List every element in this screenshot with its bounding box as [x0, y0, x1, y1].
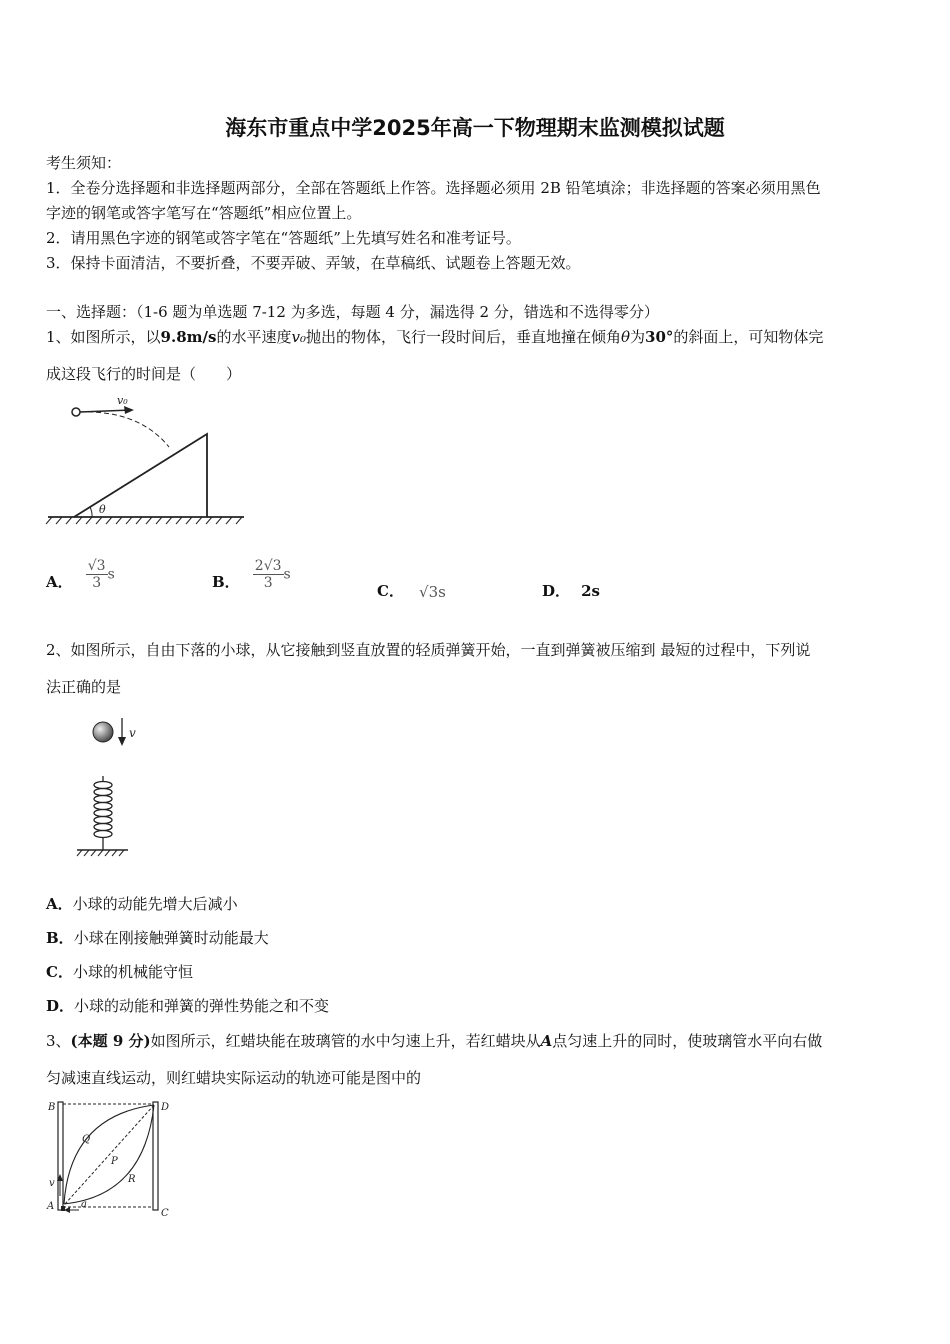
q3-trajectory-figure: [44, 1096, 184, 1226]
q1-option-b[interactable]: [212, 558, 291, 591]
notice-item: 2．请用黑色字迹的钢笔或答字笔在“答题纸”上先填写姓名和准考证号。: [46, 229, 521, 247]
notice-heading: 考生须知：: [46, 154, 122, 172]
q1-incline-figure: [44, 392, 249, 527]
q3-label-p: P: [111, 1156, 118, 1167]
fraction-numerator: √3: [87, 558, 106, 574]
q1-fig-v0-label: v₀: [117, 394, 128, 407]
option-label: D．: [46, 997, 75, 1015]
q2-spring-figure: [72, 712, 152, 862]
q1-option-c[interactable]: [377, 580, 446, 601]
unit: s: [283, 566, 291, 583]
option-label: B．: [46, 929, 74, 947]
option-text: 小球的动能和弹簧的弹性势能之和不变: [74, 997, 330, 1015]
q1-fig-theta-label: θ: [99, 503, 106, 516]
fraction-denominator: 3: [263, 575, 273, 591]
option-label: C．: [46, 963, 73, 981]
q1-angle: 30°: [645, 328, 674, 346]
q3-label-a-point: A: [47, 1201, 55, 1212]
fraction: [253, 558, 284, 591]
q3-text: 点匀速上升的同时，使玻璃管水平向右做: [552, 1032, 823, 1050]
q3-label-b: B: [48, 1102, 56, 1113]
q1-text: 的斜面上，可知物体完: [673, 328, 824, 346]
q3-label-v: v: [49, 1178, 55, 1189]
q1-v0: v₀: [291, 328, 306, 346]
notice-item: 3．保持卡面清洁，不要折叠，不要弄破、弄皱，在草稿纸、试题卷上答题无效。: [46, 254, 581, 272]
q2-option-c[interactable]: [46, 962, 193, 982]
option-label: A．: [46, 573, 73, 591]
q3-stem-line2: 匀减速直线运动，则红蜡块实际运动的轨迹可能是图中的: [46, 1069, 422, 1087]
q2-option-b[interactable]: [46, 928, 269, 948]
q1-speed: 9.8m/s: [160, 328, 217, 346]
q1-option-a[interactable]: [46, 558, 115, 591]
option-text: 小球的机械能守恒: [72, 963, 193, 981]
q1-text: 抛出的物体，飞行一段时间后，垂直地撞在倾角: [305, 328, 621, 346]
option-label: C．: [377, 582, 404, 600]
q2-stem-line2: 法正确的是: [46, 678, 122, 696]
page-title: 海东市重点中学2025年高一下物理期末监测模拟试题: [225, 116, 725, 140]
option-value: √3s: [419, 582, 446, 601]
q1-stem-line2: 成这段飞行的时间是（ ）: [46, 365, 242, 383]
option-label: D．: [542, 582, 571, 600]
fraction-denominator: 3: [92, 575, 102, 591]
q3-label-a-accel: a: [81, 1199, 87, 1210]
fraction-numerator: 2√3: [254, 558, 282, 574]
notice-item: 1．全卷分选择题和非选择题两部分，全部在答题纸上作答。选择题必须用 2B 铅笔填涂；非选择题的答案必须用黑色: [46, 179, 821, 197]
notice-item: 字迹的钢笔或答字笔写在“答题纸”相应位置上。: [46, 204, 362, 222]
q1-text: 1、如图所示，以: [46, 328, 161, 346]
q3-points: (本题 9 分): [70, 1032, 151, 1050]
q3-label-d: D: [161, 1102, 170, 1113]
q2-option-a[interactable]: [46, 894, 238, 914]
q1-stem-line1: [46, 327, 823, 347]
q1-theta: θ: [620, 328, 631, 346]
q3-text: 如图所示，红蜡块能在玻璃管的水中匀速上升，若红蜡块从: [150, 1032, 541, 1050]
option-label: B．: [212, 573, 240, 591]
q3-stem-line1: [46, 1031, 822, 1051]
unit: s: [107, 566, 115, 583]
q3-text: 3、: [46, 1032, 71, 1050]
option-text: 小球的动能先增大后减小: [72, 895, 238, 913]
q1-text: 为: [630, 328, 646, 346]
q1-option-d[interactable]: [542, 580, 600, 601]
q3-label-q: Q: [82, 1134, 91, 1145]
q2-stem-line1: 2、如图所示，自由下落的小球，从它接触到竖直放置的轻质弹簧开始，一直到弹簧被压缩到 最短的过程中，下列说: [46, 641, 811, 659]
q2-option-d[interactable]: [46, 996, 329, 1016]
fraction: [86, 558, 108, 591]
q3-label-r: R: [128, 1174, 136, 1185]
section-heading: 一、选择题：（1-6 题为单选题 7-12 为多选，每题 4 分，漏选得 2 分，错选和不选得零分）: [46, 303, 659, 321]
option-label: A．: [46, 895, 73, 913]
option-value: 2s: [581, 582, 600, 600]
q3-label-c: C: [161, 1208, 169, 1219]
q3-point-a: A: [540, 1032, 553, 1050]
q2-fig-v-label: v: [129, 726, 136, 740]
option-text: 小球在刚接触弹簧时动能最大: [73, 929, 269, 947]
q1-text: 的水平速度: [216, 328, 292, 346]
